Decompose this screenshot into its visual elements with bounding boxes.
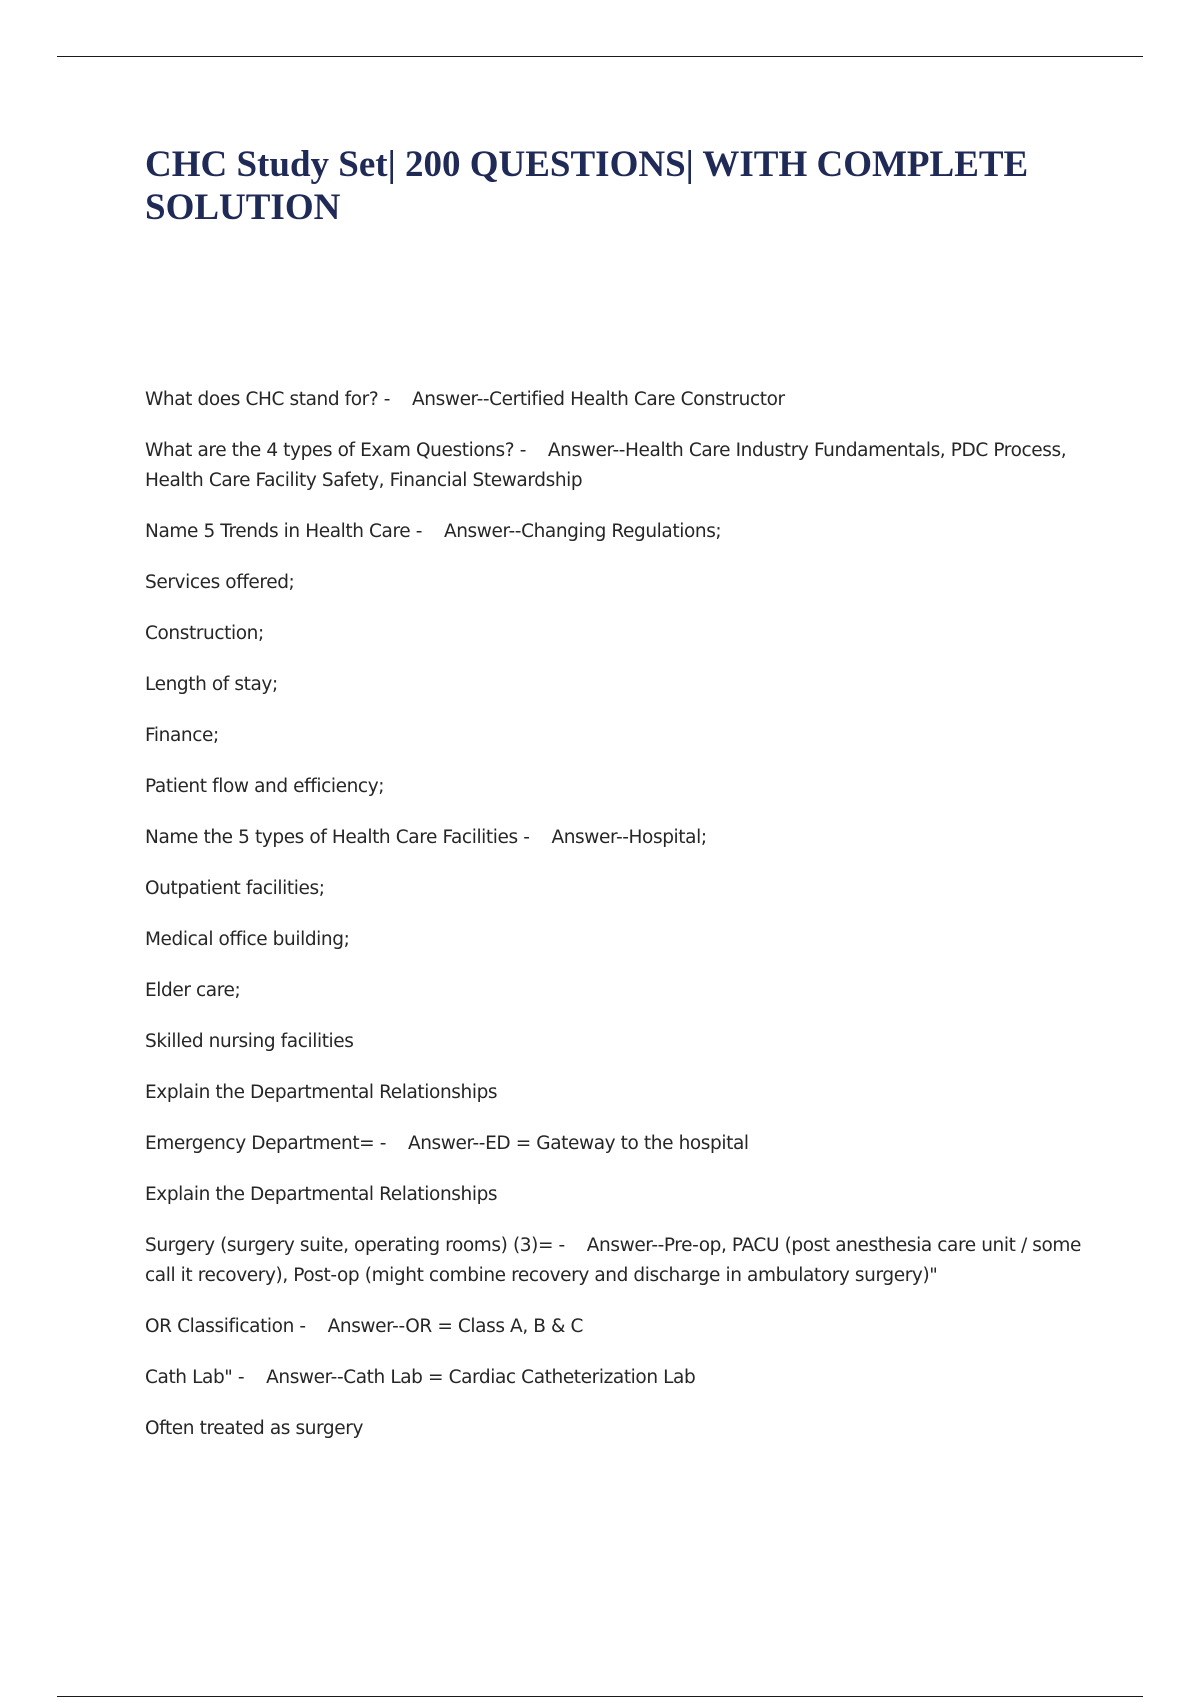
qa-entry [145,1129,1085,1159]
text-line: Explain the Departmental Relationships [145,1184,498,1205]
footer-rule [57,1696,1143,1697]
qa-entry [145,1231,1085,1291]
qa-entry [145,823,1085,853]
text-line: Services offered; [145,572,295,593]
answer-text: Answer--ED = Gateway to the hospital [407,1133,749,1154]
answer-text: Answer--Hospital; [551,827,707,848]
qa-entry [145,436,1085,496]
question-text: Name 5 Trends in Health Care - [145,521,423,542]
answer-text: Answer--Changing Regulations; [443,521,722,542]
answer-text: Answer--Cath Lab = Cardiac Catheterization Lab [266,1367,696,1388]
qa-entry [145,517,1085,547]
text-line: Patient flow and efficiency; [145,776,385,797]
question-text: Surgery (surgery suite, operating rooms) (3)= - [145,1235,565,1256]
answer-text: Answer--Pre-op, PACU (post anesthesia care unit / some call it recovery), Post-op (might combine recovery and discharge in ambulatory surgery)" [145,1235,1082,1286]
text-line: Medical office building; [145,929,350,950]
question-text: Name the 5 types of Health Care Facilities - [145,827,530,848]
answer-text: Answer--OR = Class A, B & C [327,1316,584,1337]
question-text: What are the 4 types of Exam Questions? - [145,440,526,461]
text-line: Skilled nursing facilities [145,1031,354,1052]
text-line: Elder care; [145,980,241,1001]
header-rule [57,56,1143,57]
question-text: OR Classification - [145,1316,306,1337]
question-text: What does CHC stand for? - [145,389,391,410]
qa-entry [145,1312,1085,1342]
text-line: Construction; [145,623,264,644]
question-text: Emergency Department= - [145,1133,387,1154]
answer-text: Answer--Certified Health Care Constructor [412,389,785,410]
text-line: Finance; [145,725,219,746]
qa-entry [145,1363,1085,1393]
answer-text: Answer--Health Care Industry Fundamentals, PDC Process, Health Care Facility Safety, Financial Stewardship [145,440,1067,491]
document-body [145,385,1085,1465]
question-text: Cath Lab" - [145,1367,245,1388]
text-line: Length of stay; [145,674,278,695]
text-line: Often treated as surgery [145,1418,364,1439]
text-line: Outpatient facilities; [145,878,325,899]
qa-entry [145,385,1085,415]
text-line: Explain the Departmental Relationships [145,1082,498,1103]
document-title: CHC Study Set| 200 QUESTIONS| WITH COMPLETE SOLUTION [145,144,1029,228]
